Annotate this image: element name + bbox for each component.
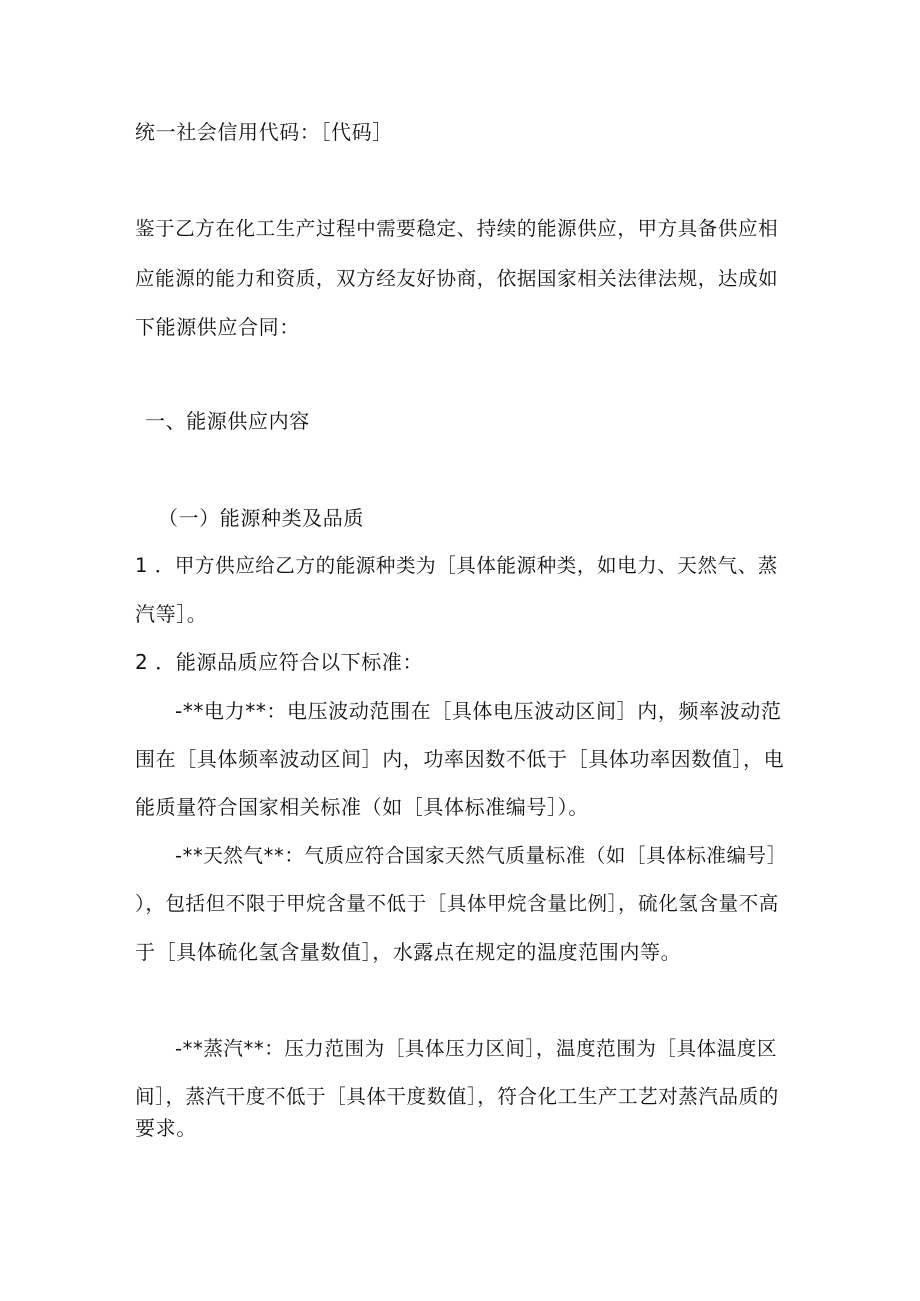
natural-gas-line-3: 于［具体硫化氢含量数值］，水露点在规定的温度范围内等。 (135, 940, 682, 964)
item-2-line-1: 2 ．能源品质应符合以下标准： (135, 650, 424, 674)
preamble-line-1: 鉴于乙方在化工生产过程中需要稳定、持续的能源供应，甲方具备供应相 (135, 217, 779, 240)
steam-line-1: -**蒸汽**：压力范围为［具体压力区间］，温度范围为［具体温度区 (175, 1037, 778, 1060)
preamble-line-2: 应能源的能力和资质，双方经友好协商，依据国家相关法律法规，达成如 (135, 267, 779, 290)
subsection-heading: （一）能源种类及品质 (158, 506, 364, 530)
electricity-line-1: -**电力**：电压波动范围在［具体电压波动区间］内，频率波动范 (175, 699, 782, 723)
electricity-line-3: 能质量符合国家相关标准（如［具体标准编号］）。 (135, 795, 589, 819)
natural-gas-line-2: ），包括但不限于甲烷含量不低于［具体甲烷含量比例］，硫化氢含量不高 (135, 892, 779, 915)
item-1-line-2: 汽等］。 (135, 602, 208, 626)
steam-line-2: 间］，蒸汽干度不低于［具体干度数值］，符合化工生产工艺对蒸汽品质的 (135, 1085, 779, 1108)
steam-line-3: 要求。 (135, 1116, 197, 1140)
section-heading: 一、能源供应内容 (145, 409, 310, 433)
preamble-line-3: 下能源供应合同： (135, 315, 300, 339)
electricity-line-2: 围在［具体频率波动区间］内，功率因数不低于［具体功率因数值］，电 (135, 747, 785, 771)
credit-code-line: 统一社会信用代码：［代码］ (135, 120, 393, 144)
natural-gas-line-1: -**天然气**：气质应符合国家天然气质量标准（如［具体标准编号］ (175, 844, 787, 867)
item-1-line-1: 1 ．甲方供应给乙方的能源种类为［具体能源种类，如电力、天然气、蒸 (135, 554, 778, 577)
